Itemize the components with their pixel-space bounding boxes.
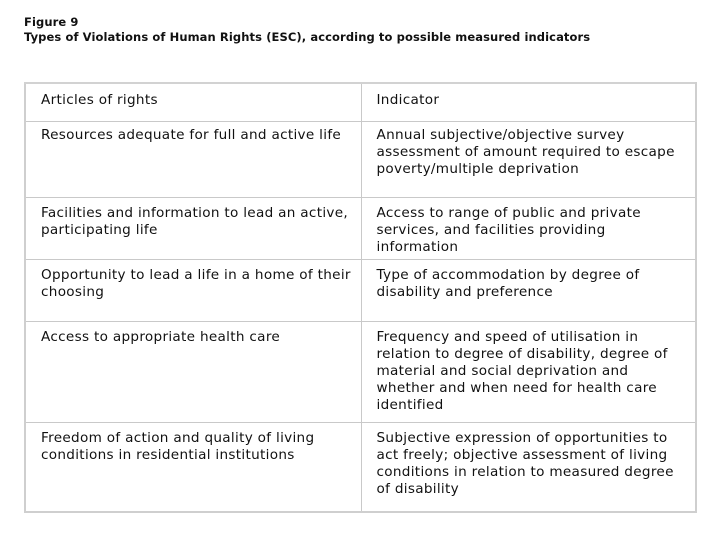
column-header-indicator: Indicator (361, 83, 696, 121)
indicator-cell: Access to range of public and private services, and facilities providing information (361, 197, 696, 259)
table-row (25, 321, 696, 422)
article-cell: Facilities and information to lead an active, participating life (25, 197, 361, 259)
figure-title: Types of Violations of Human Rights (ESC), according to possible measured indicators (24, 30, 591, 44)
article-cell: Resources adequate for full and active life (25, 121, 361, 197)
column-header-articles: Articles of rights (25, 83, 361, 121)
indicator-cell: Frequency and speed of utilisation in relation to degree of disability, degree of material and social deprivation and whether and when need for health care identified (361, 321, 696, 422)
article-cell: Freedom of action and quality of living conditions in residential institutions (25, 422, 361, 512)
table-row (25, 259, 696, 321)
figure-label: Figure 9 (24, 15, 79, 29)
figure-caption (24, 15, 590, 45)
indicator-cell: Annual subjective/objective survey assessment of amount required to escape poverty/multiple deprivation (361, 121, 696, 197)
table-row (25, 121, 696, 197)
table-header-row (25, 83, 696, 121)
article-cell: Opportunity to lead a life in a home of their choosing (25, 259, 361, 321)
indicator-cell: Subjective expression of opportunities to act freely; objective assessment of living conditions in relation to measured degree of disability (361, 422, 696, 512)
table-row (25, 422, 696, 512)
article-cell: Access to appropriate health care (25, 321, 361, 422)
rights-indicator-table (24, 82, 697, 513)
table-row (25, 197, 696, 259)
indicator-cell: Type of accommodation by degree of disability and preference (361, 259, 696, 321)
